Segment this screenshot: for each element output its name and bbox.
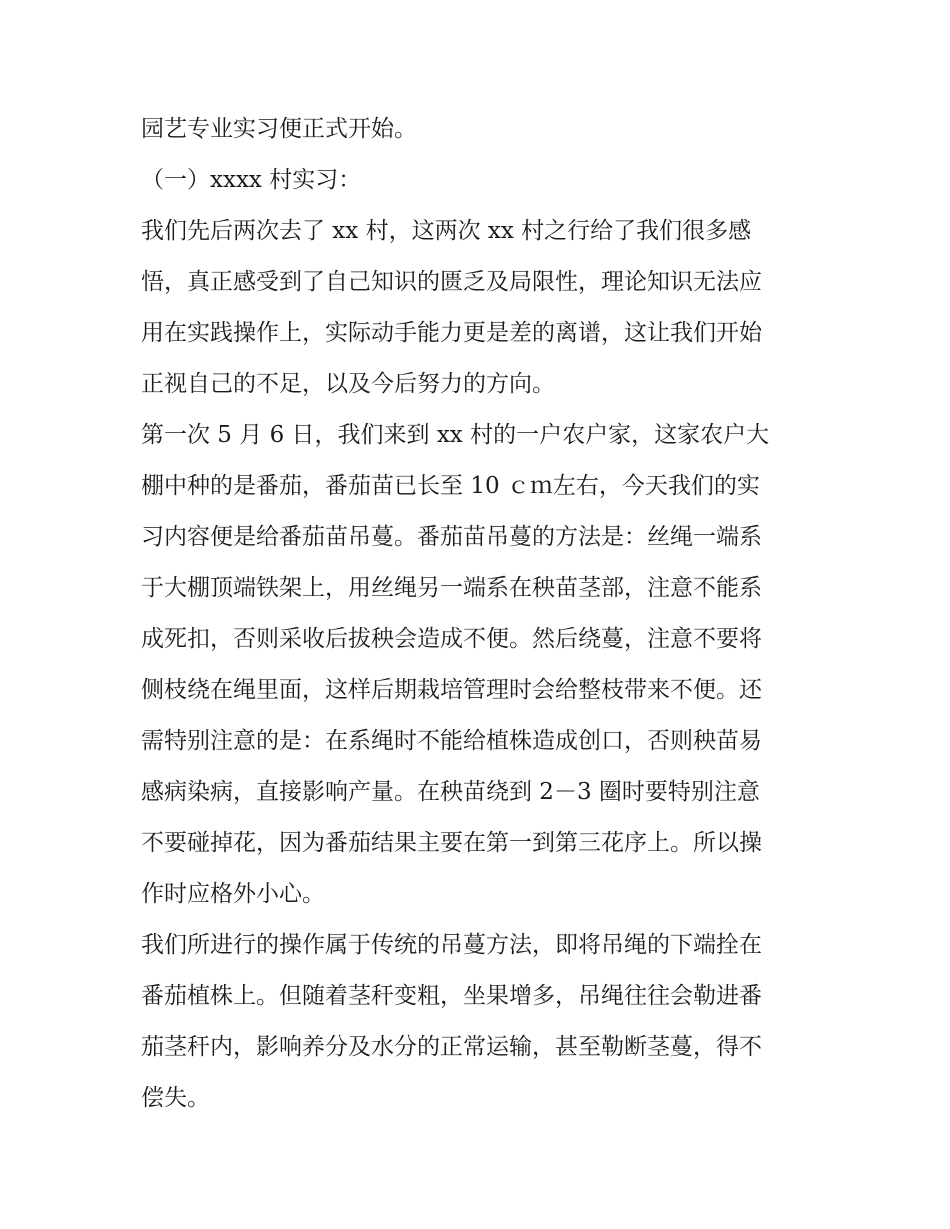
document-body: [141, 104, 821, 1124]
text-line: 成死扣，否则采收后拔秧会造成不便。然后绕蔓，注意不要将: [141, 626, 762, 652]
text-line: 不要碰掉花，因为番茄结果主要在第一到第三花序上。所以操: [141, 830, 762, 856]
text-line: 悟，真正感受到了自己知识的匮乏及局限性，理论知识无法应: [141, 269, 762, 295]
text-line: 第一次 5 月 6 日，我们来到 xx 村的一户农户家，这家农户大: [141, 422, 770, 448]
text-line: 作时应格外小心。: [141, 881, 325, 907]
text-line: 于大棚顶端铁架上，用丝绳另一端系在秧苗茎部，注意不能系: [141, 575, 762, 601]
text-line: 我们所进行的操作属于传统的吊蔓方法，即将吊绳的下端拴在: [141, 932, 762, 958]
text-line: 偿失。: [141, 1085, 210, 1111]
text-line: 正视自己的不足，以及今后努力的方向。: [141, 371, 555, 397]
text-line: 园艺专业实习便正式开始。: [141, 116, 417, 142]
text-line: 需特别注意的是：在系绳时不能给植株造成创口，否则秧苗易: [141, 728, 762, 754]
text-line: 侧枝绕在绳里面，这样后期栽培管理时会给整枝带来不便。还: [141, 677, 762, 703]
text-line: 茄茎秆内，影响养分及水分的正常运输，甚至勒断茎蔓，得不: [141, 1034, 762, 1060]
text-line: 棚中种的是番茄，番茄苗已长至 10 ｃｍ左右，今天我们的实: [141, 473, 760, 499]
text-line: 番茄植株上。但随着茎秆变粗，坐果增多，吊绳往往会勒进番: [141, 983, 762, 1009]
text-line: 我们先后两次去了 xx 村，这两次 xx 村之行给了我们很多感: [141, 218, 752, 244]
text-line: 用在实践操作上，实际动手能力更是差的离谱，这让我们开始: [141, 320, 762, 346]
section-heading: （一）xxxx 村实习：: [141, 167, 362, 193]
text-line: 习内容便是给番茄苗吊蔓。番茄苗吊蔓的方法是：丝绳一端系: [141, 524, 762, 550]
text-line: 感病染病，直接影响产量。在秧苗绕到 2－3 圈时要特别注意: [141, 779, 760, 805]
